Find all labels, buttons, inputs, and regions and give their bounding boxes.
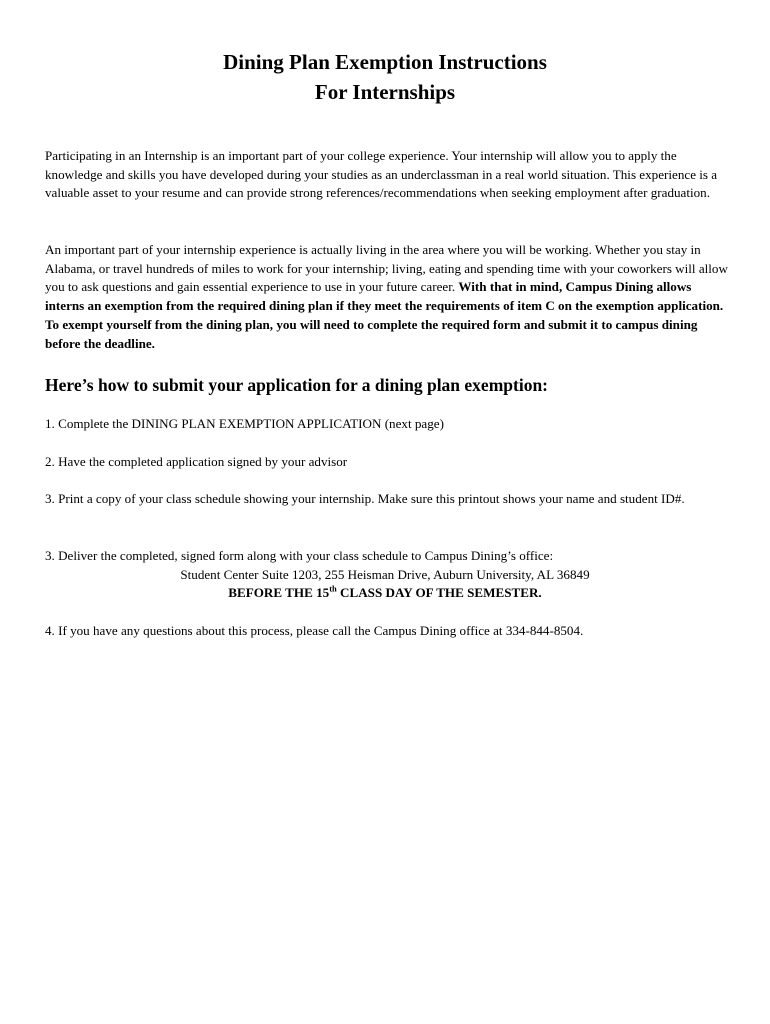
exemption-paragraph-text: An important part of your internship experience is actually living in the area where you will be working. Whether you stay in Alabama, or travel hundreds of miles to work for your internship; living, eating and spending time with your coworkers will allow you to ask questions and gain essential experience to use in your future career. bbox=[45, 242, 728, 295]
exemption-paragraph bbox=[45, 241, 730, 353]
step-deliver-form: 3. Deliver the completed, signed form along with your class schedule to Campus Dining’s office: bbox=[45, 548, 554, 563]
step-advisor-signature: 2. Have the completed application signed by your advisor bbox=[45, 454, 348, 469]
step-complete-application: 1. Complete the DINING PLAN EXEMPTION APPLICATION (next page) bbox=[45, 416, 444, 431]
deadline-text-before: BEFORE THE 15 bbox=[228, 585, 330, 600]
office-address: Student Center Suite 1203, 255 Heisman Drive, Auburn University, AL 36849 bbox=[180, 567, 590, 582]
deadline-text-after: CLASS DAY OF THE SEMESTER. bbox=[336, 585, 542, 600]
step-contact-office: 4. If you have any questions about this process, please call the Campus Dining office at 334-844-8504. bbox=[45, 623, 584, 638]
document-subtitle: For Internships bbox=[314, 80, 456, 104]
deadline-ordinal-suffix: th bbox=[329, 583, 337, 594]
intro-paragraph: Participating in an Internship is an important part of your college experience. Your internship will allow you to apply the knowledge and skills you have developed during your studies as an underclassman in a real world situation. This experience is a valuable asset to your resume and can provide strong references/recommendations when seeking employment after graduation. bbox=[45, 148, 718, 201]
exemption-paragraph-bold-text: With that in mind, Campus Dining allows interns an exemption from the required dining plan if they meet the requirements of item C on the exemption application. To exempt yourself from the dining plan, you will need to complete the required form and submit it to campus dining before the deadline. bbox=[45, 279, 724, 351]
document-title: Dining Plan Exemption Instructions bbox=[223, 50, 547, 74]
submission-deadline bbox=[0, 584, 770, 603]
step-print-schedule: 3. Print a copy of your class schedule showing your internship. Make sure this printout shows your name and student ID#. bbox=[45, 491, 685, 506]
section-heading: Here’s how to submit your application for a dining plan exemption: bbox=[45, 375, 549, 395]
